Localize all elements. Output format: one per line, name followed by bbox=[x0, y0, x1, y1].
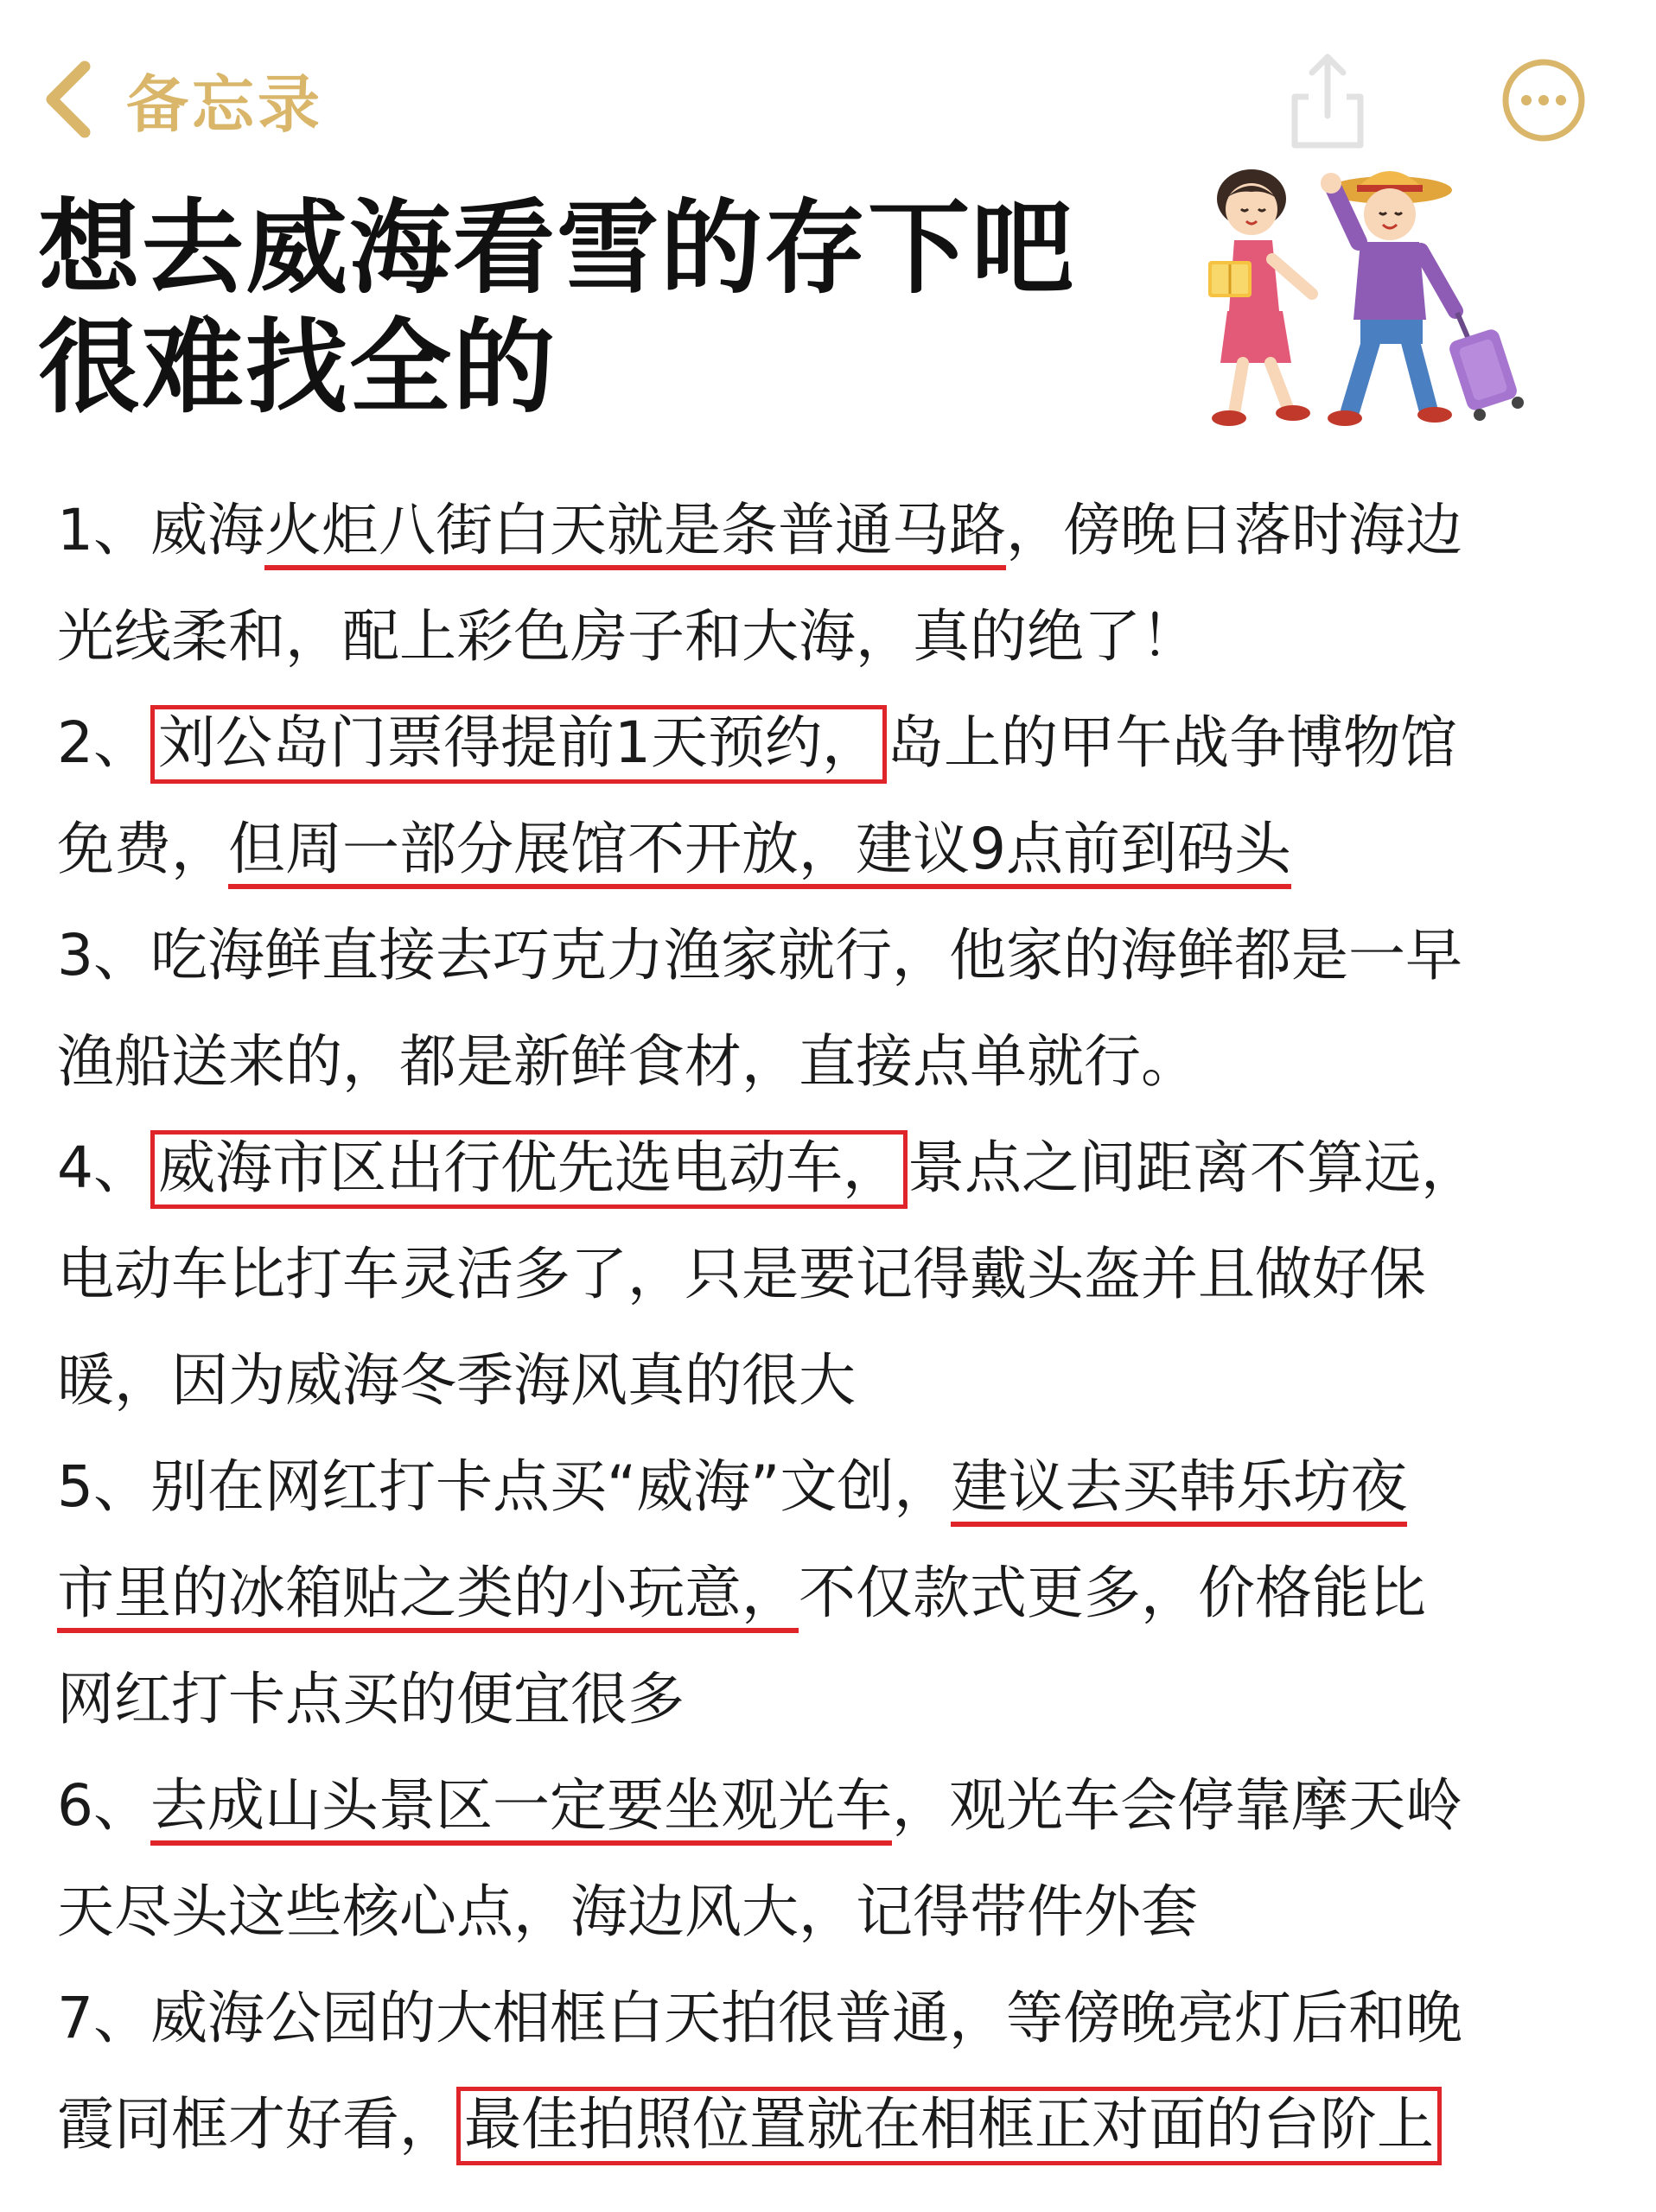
note-item-7 bbox=[57, 1965, 1630, 2177]
note-text: 暖，因为威海冬季海风真的很大 bbox=[57, 1347, 856, 1414]
note-line bbox=[57, 477, 1630, 583]
share-button[interactable] bbox=[1286, 48, 1369, 152]
note-text: 霞同框才好看， bbox=[57, 2091, 456, 2158]
note-line bbox=[57, 1115, 1630, 1221]
note-line bbox=[57, 1859, 1630, 1965]
underlined-text: 但周一部分展馆不开放，建议9点前到码头 bbox=[228, 816, 1291, 889]
more-button[interactable] bbox=[1500, 57, 1587, 143]
note-text: 6、 bbox=[57, 1772, 150, 1839]
note-line bbox=[57, 583, 1630, 690]
note-line bbox=[57, 1008, 1630, 1115]
more-icon bbox=[1500, 57, 1587, 143]
note-text: 1、威海 bbox=[57, 497, 264, 563]
note-text: 7、威海公园的大相框白天拍很普通，等傍晚亮灯后和晚 bbox=[57, 1985, 1462, 2051]
underlined-text: 市里的冰箱贴之类的小玩意， bbox=[57, 1560, 799, 1633]
boxed-text: 威海市区出行优先选电动车， bbox=[150, 1130, 908, 1209]
chevron-left-icon bbox=[43, 60, 92, 139]
title-line-2: 很难找全的 bbox=[38, 308, 557, 427]
note-text: 岛上的甲午战争博物馆 bbox=[887, 709, 1457, 776]
note-line bbox=[57, 1327, 1630, 1433]
note-text: 景点之间距离不算远， bbox=[908, 1135, 1478, 1201]
page-title bbox=[38, 188, 1162, 427]
back-label: 备忘录 bbox=[126, 68, 324, 141]
note-item-2 bbox=[57, 690, 1630, 902]
note-text: ，傍晚日落时海边 bbox=[1006, 497, 1462, 563]
note-item-4 bbox=[57, 1115, 1630, 1433]
note-item-6 bbox=[57, 1752, 1630, 1965]
note-item-3 bbox=[57, 902, 1630, 1115]
note-line bbox=[57, 1221, 1630, 1327]
note-text: 2、 bbox=[57, 709, 150, 776]
note-text: 电动车比打车灵活多了，只是要记得戴头盔并且做好保 bbox=[57, 1241, 1426, 1307]
underlined-text: 去成山头景区一定要坐观光车 bbox=[150, 1772, 892, 1846]
note-text: 4、 bbox=[57, 1135, 150, 1201]
two-travelers-illustration bbox=[1182, 164, 1528, 441]
note-line bbox=[57, 2071, 1630, 2177]
note-body bbox=[57, 477, 1630, 2177]
note-text: 5、别在网红打卡点买“威海”文创， bbox=[57, 1453, 952, 1520]
underlined-text: 火炬八街白天就是条普通马路 bbox=[264, 497, 1006, 570]
note-line bbox=[57, 1433, 1630, 1540]
note-text: 网红打卡点买的便宜很多 bbox=[57, 1666, 685, 1732]
note-item-5 bbox=[57, 1433, 1630, 1752]
note-text: 免费， bbox=[57, 816, 228, 882]
title-line-1: 想去威海看雪的存下吧 bbox=[38, 188, 1076, 308]
note-line bbox=[57, 1965, 1630, 2071]
underlined-text: 建议去买韩乐坊夜 bbox=[951, 1453, 1407, 1527]
note-text: 3、吃海鲜直接去巧克力渔家就行，他家的海鲜都是一早 bbox=[57, 922, 1462, 988]
share-icon bbox=[1286, 48, 1369, 152]
back-button[interactable] bbox=[43, 52, 323, 147]
note-line bbox=[57, 796, 1630, 902]
note-line bbox=[57, 690, 1630, 796]
note-text: 不仅款式更多，价格能比 bbox=[799, 1560, 1426, 1626]
note-text: ，观光车会停靠摩天岭 bbox=[892, 1772, 1462, 1839]
note-line bbox=[57, 902, 1630, 1008]
note-line bbox=[57, 1646, 1630, 1752]
note-line bbox=[57, 1752, 1630, 1859]
note-text: 天尽头这些核心点，海边风大，记得带件外套 bbox=[57, 1878, 1198, 1945]
boxed-text: 最佳拍照位置就在相框正对面的台阶上 bbox=[456, 2087, 1442, 2165]
note-text: 渔船送来的，都是新鲜食材，直接点单就行。 bbox=[57, 1028, 1198, 1095]
boxed-text: 刘公岛门票得提前1天预约， bbox=[150, 705, 887, 784]
note-line bbox=[57, 1540, 1630, 1646]
note-text: 光线柔和，配上彩色房子和大海，真的绝了！ bbox=[57, 603, 1198, 670]
note-item-1 bbox=[57, 477, 1630, 690]
